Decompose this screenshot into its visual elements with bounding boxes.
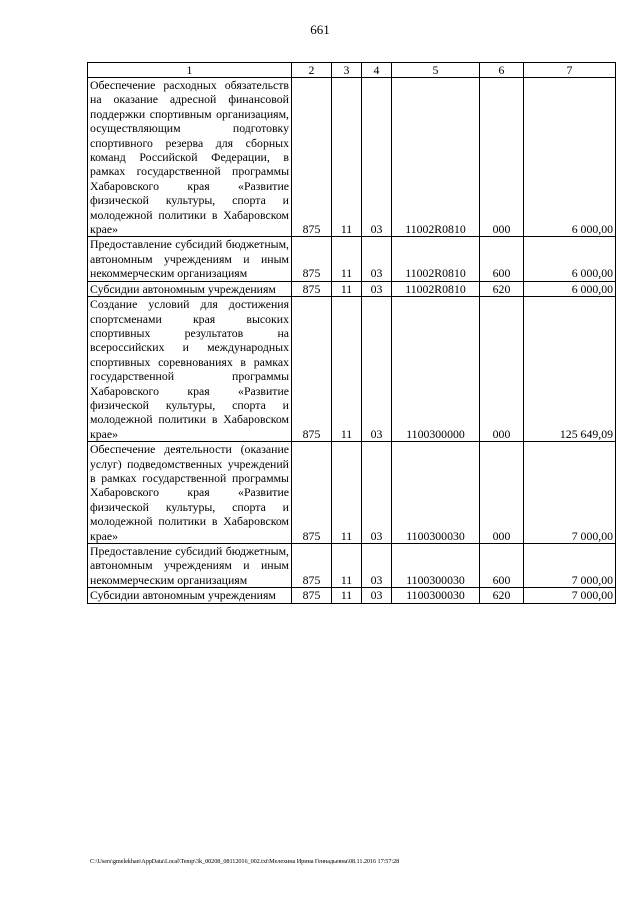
row-name: Обеспечение расходных обязательств на оказание адресной финансовой поддержки спортивным организациям, осуществляющим подготовку спортивного резерва для сборных команд Российской Федерации, в рамках государственной программы Хабаровского края «Развитие физической культуры, спорта и молодежной политики в Хабаровском крае» [88,78,292,237]
row-section: 11 [332,544,362,588]
row-subsection: 03 [362,588,392,603]
row-target-article: 11002R0810 [392,78,480,237]
table-row [88,544,616,588]
row-subsection: 03 [362,297,392,442]
column-header: 4 [362,63,392,78]
row-name: Субсидии автономным учреждениям [88,281,292,296]
row-expense-type: 000 [480,442,524,544]
column-header: 3 [332,63,362,78]
page-number: 661 [310,22,330,37]
row-target-article: 1100300030 [392,588,480,603]
row-code: 875 [292,297,332,442]
file-path-footer: C:\Users\gmelekhan\AppData\Local\Temp\3k_00208_08112016_002.txt\Мелехина Ирина Геннадьевна\08.11.2016 17:57:28 [90,858,400,865]
row-target-article: 1100300030 [392,442,480,544]
row-amount: 6 000,00 [524,237,616,281]
row-expense-type: 000 [480,297,524,442]
column-header: 2 [292,63,332,78]
row-target-article: 11002R0810 [392,281,480,296]
row-amount: 7 000,00 [524,588,616,603]
row-section: 11 [332,297,362,442]
row-subsection: 03 [362,544,392,588]
row-code: 875 [292,588,332,603]
row-amount: 6 000,00 [524,78,616,237]
row-subsection: 03 [362,442,392,544]
row-amount: 7 000,00 [524,442,616,544]
row-code: 875 [292,78,332,237]
table-row [88,297,616,442]
row-subsection: 03 [362,281,392,296]
column-header: 1 [88,63,292,78]
row-section: 11 [332,442,362,544]
row-target-article: 1100300030 [392,544,480,588]
row-code: 875 [292,544,332,588]
column-header: 7 [524,63,616,78]
table-row [88,442,616,544]
row-name: Субсидии автономным учреждениям [88,588,292,603]
row-expense-type: 000 [480,78,524,237]
column-header: 5 [392,63,480,78]
budget-table [87,62,616,604]
row-code: 875 [292,237,332,281]
row-name: Обеспечение деятельности (оказание услуг) подведомственных учреждений в рамках государственной программы Хабаровского края «Развитие физической культуры, спорта и молодежной политики в Хабаровском крае» [88,442,292,544]
table-row [88,588,616,603]
row-target-article: 11002R0810 [392,237,480,281]
row-amount: 125 649,09 [524,297,616,442]
row-target-article: 1100300000 [392,297,480,442]
row-name: Создание условий для достижения спортсменами края высоких спортивных результатов на всероссийских и международных спортивных соревнованиях в рамках государственной программы Хабаровского края «Развитие физической культуры, спорта и молодежной политики в Хабаровском крае» [88,297,292,442]
row-code: 875 [292,442,332,544]
row-section: 11 [332,281,362,296]
table-row [88,237,616,281]
column-header: 6 [480,63,524,78]
row-section: 11 [332,588,362,603]
row-expense-type: 600 [480,544,524,588]
table-row [88,281,616,296]
row-expense-type: 600 [480,237,524,281]
row-code: 875 [292,281,332,296]
row-expense-type: 620 [480,281,524,296]
row-name: Предоставление субсидий бюджетным, автономным учреждениям и иным некоммерческим организациям [88,237,292,281]
header-row [88,63,616,78]
row-amount: 6 000,00 [524,281,616,296]
row-expense-type: 620 [480,588,524,603]
row-amount: 7 000,00 [524,544,616,588]
row-section: 11 [332,78,362,237]
row-name: Предоставление субсидий бюджетным, автономным учреждениям и иным некоммерческим организациям [88,544,292,588]
row-subsection: 03 [362,237,392,281]
table-row [88,78,616,237]
row-subsection: 03 [362,78,392,237]
row-section: 11 [332,237,362,281]
